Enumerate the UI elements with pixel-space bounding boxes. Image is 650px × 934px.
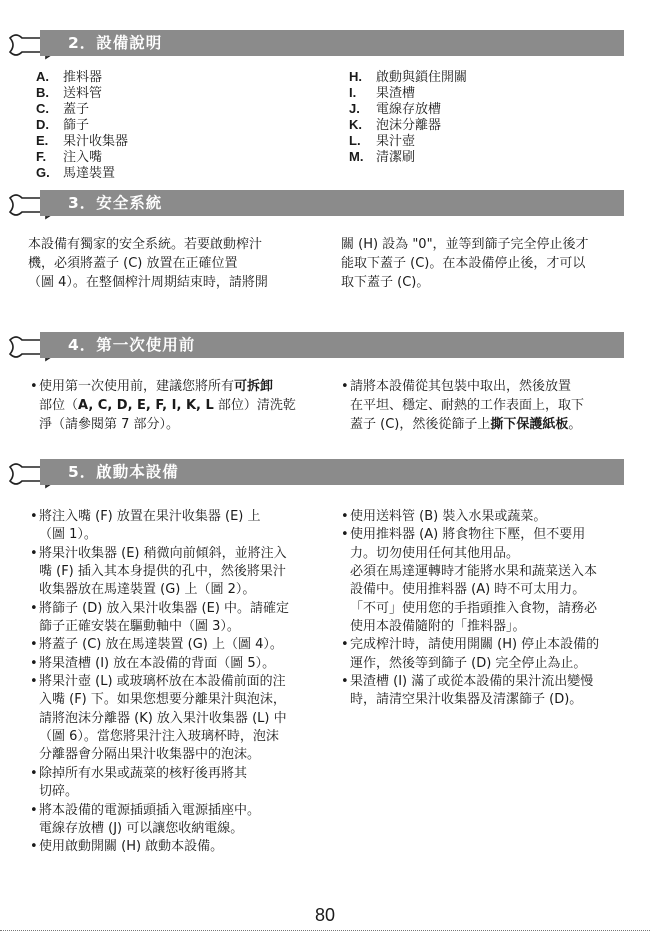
part-name: 果汁收集器	[63, 134, 129, 149]
section-title: 3．安全系統	[68, 194, 163, 212]
step-item	[341, 636, 600, 673]
text-span: 。	[568, 417, 582, 432]
part-row	[36, 165, 128, 181]
part-letter: C.	[36, 101, 49, 116]
bullet-dot: •	[341, 674, 349, 690]
bullet-dot: •	[341, 637, 349, 653]
text-line: （圖 1）。	[39, 527, 97, 543]
text-line: 淨（請參閱第 7 部分）。	[39, 417, 180, 432]
text-line	[39, 377, 296, 396]
part-row	[36, 133, 128, 149]
text-line: 將果渣槽 (I) 放在本設備的背面（圖 5）。	[39, 655, 276, 671]
before-use-right	[341, 377, 585, 434]
text-line: 取下蓋子 (C)。	[341, 275, 430, 290]
part-letter: H.	[349, 69, 362, 84]
text-line: 嘴 (F) 插入其本身提供的孔中，然後將果汁	[39, 564, 286, 580]
bullet-dot: •	[30, 839, 38, 855]
step-item	[30, 765, 289, 802]
safety-text-left	[28, 235, 268, 292]
part-name: 泡沫分離器	[376, 118, 442, 133]
step-item	[30, 802, 289, 839]
text-line: 本設備有獨家的安全系統。若要啟動榨汁	[28, 237, 263, 252]
bullet-dot: •	[341, 379, 349, 394]
parts-list-right	[349, 69, 467, 165]
text-line: 篩子正確安裝在驅動軸中（圖 3）。	[39, 619, 240, 635]
step-item	[30, 838, 289, 856]
bullet-dot: •	[30, 674, 38, 690]
section-title: 2．設備說明	[68, 34, 163, 52]
bullet-dot: •	[30, 765, 38, 781]
step-item	[30, 636, 289, 654]
bold-text: 可拆卸	[234, 379, 274, 394]
bullet-dot: •	[341, 527, 349, 543]
part-letter: B.	[36, 85, 49, 100]
text-line: 將篩子 (D) 放入果汁收集器 (E) 中。請確定	[39, 600, 290, 616]
part-name: 馬達裝置	[63, 166, 116, 181]
part-name: 注入嘴	[63, 150, 103, 165]
bullet-dot: •	[30, 509, 38, 524]
text-line: 「不可」使用您的手指頭推入食物，請務必	[350, 600, 598, 616]
part-letter: F.	[36, 149, 47, 164]
section-title: 5．啟動本設備	[68, 463, 179, 481]
part-row	[349, 101, 467, 117]
safety-text-right	[341, 235, 589, 292]
before-use-left	[30, 377, 296, 434]
page-number: 80	[314, 905, 336, 925]
text-line: 設備中。使用推料器 (A) 時不可太用力。	[350, 582, 586, 598]
text-line: 收集器放在馬達裝置 (G) 上（圖 2）。	[39, 582, 256, 598]
part-row	[349, 69, 467, 85]
text-line: 將果汁壺 (L) 或玻璃杯放在本設備前面的注	[39, 674, 286, 690]
part-name: 電線存放槽	[376, 102, 442, 117]
text-span: 部位）清洗乾	[213, 398, 296, 413]
bullet-dot: •	[341, 509, 349, 524]
text-line: 除掉所有水果或蔬菜的核籽後再將其	[39, 765, 248, 781]
text-line: 請將泡沫分離器 (K) 放入果汁收集器 (L) 中	[39, 710, 287, 726]
bullet-dot: •	[30, 637, 38, 653]
bullet-dot: •	[30, 545, 38, 561]
parts-list-left	[36, 69, 128, 181]
text-span: 蓋子 (C)，然後從篩子上	[350, 417, 491, 432]
part-name: 清潔刷	[376, 150, 416, 165]
part-letter: M.	[349, 149, 364, 164]
part-letter: I.	[349, 85, 357, 100]
text-span: 部位（	[39, 398, 79, 413]
text-line: 將蓋子 (C) 放在馬達裝置 (G) 上（圖 4）。	[39, 637, 283, 653]
section-title: 4．第一次使用前	[68, 336, 196, 354]
bullet-dot: •	[30, 600, 38, 616]
text-line: 分離器會分隔出果汁收集器中的泡沫。	[39, 747, 261, 763]
part-name: 啟動與鎖住開關	[376, 70, 468, 85]
bullet-dot: •	[30, 802, 38, 818]
part-name: 果汁壺	[376, 134, 416, 149]
part-name: 蓋子	[63, 102, 90, 117]
part-letter: G.	[36, 165, 50, 180]
text-line: 使用送料管 (B) 裝入水果或蔬菜。	[350, 509, 547, 524]
part-letter: K.	[349, 117, 362, 132]
bullet-dot: •	[30, 379, 38, 394]
bullet-item	[341, 377, 585, 434]
text-line: 將注入嘴 (F) 放置在果汁收集器 (E) 上	[39, 509, 261, 524]
text-line: 切碎。	[39, 784, 79, 800]
part-row	[36, 117, 128, 133]
text-line	[350, 415, 584, 434]
bullet-dot: •	[30, 655, 38, 671]
part-row	[36, 69, 128, 85]
part-row	[36, 101, 128, 117]
part-name: 果渣槽	[376, 86, 416, 101]
part-letter: L.	[349, 133, 361, 148]
bold-text: 撕下保護紙板	[490, 417, 569, 432]
part-name: 推料器	[63, 70, 103, 85]
part-name: 篩子	[63, 118, 90, 133]
text-line: 將本設備的電源插頭插入電源插座中。	[39, 802, 261, 818]
text-line: 能取下蓋子 (C)。在本設備停止後，才可以	[341, 256, 586, 271]
text-line: 電線存放槽 (J) 可以讓您收納電線。	[39, 820, 244, 836]
text-line: 使用本設備隨附的「推料器」。	[350, 619, 526, 635]
part-row	[349, 85, 467, 101]
start-steps-right	[341, 508, 600, 710]
part-row	[36, 149, 128, 165]
text-line: 時，請清空果汁收集器及清潔篩子 (D)。	[350, 692, 583, 708]
part-name: 送料管	[63, 86, 103, 101]
step-item	[30, 655, 289, 673]
text-line: 在平坦、穩定、耐熱的工作表面上，取下	[350, 398, 585, 413]
part-letter: D.	[36, 117, 49, 132]
text-line: 運作，然後等到篩子 (D) 完全停止為止。	[350, 655, 587, 671]
part-row	[349, 117, 467, 133]
text-line: 完成榨汁時，請使用開關 (H) 停止本設備的	[350, 637, 600, 653]
text-line: 請將本設備從其包裝中取出，然後放置	[350, 379, 572, 394]
text-line: 力。切勿使用任何其他用品。	[350, 545, 520, 561]
start-steps-left	[30, 508, 290, 857]
text-line: 必須在馬達運轉時才能將水果和蔬菜送入本	[350, 564, 598, 580]
part-row	[349, 149, 467, 165]
part-row	[36, 85, 128, 101]
text-line	[39, 396, 296, 415]
text-line: 果渣槽 (I) 滿了或從本設備的果汁流出變慢	[350, 674, 594, 690]
text-line: 機，必須將蓋子 (C) 放置在正確位置	[28, 256, 238, 271]
text-line: （圖 4）。在整個榨汁周期結束時，請將開	[28, 275, 268, 290]
text-line: 使用推料器 (A) 將食物往下壓，但不要用	[350, 527, 586, 543]
part-letter: E.	[36, 133, 49, 148]
text-line: 將果汁收集器 (E) 稍微向前傾斜，並將注入	[39, 545, 287, 561]
part-letter: A.	[36, 69, 49, 84]
page-divider	[0, 930, 650, 931]
step-item	[30, 600, 290, 637]
bold-text: A, C, D, E, F, I, K, L	[78, 398, 214, 413]
text-span: 使用第一次使用前，建議您將所有	[39, 379, 235, 394]
text-line: 使用啟動開關 (H) 啟動本設備。	[39, 839, 224, 855]
text-line: 入嘴 (F) 下。如果您想要分離果汁與泡沫，	[39, 692, 286, 708]
part-row	[349, 133, 467, 149]
bullet-item	[30, 377, 296, 434]
step-item	[341, 526, 599, 636]
text-line: （圖 6）。當您將果汁注入玻璃杯時，泡沫	[39, 729, 279, 745]
step-item	[341, 508, 599, 526]
step-item	[341, 673, 599, 710]
text-line: 關 (H) 設為 "0"，並等到篩子完全停止後才	[341, 237, 589, 252]
step-item	[30, 673, 289, 765]
part-letter: J.	[349, 101, 360, 116]
step-item	[30, 545, 289, 600]
step-item	[30, 508, 289, 545]
